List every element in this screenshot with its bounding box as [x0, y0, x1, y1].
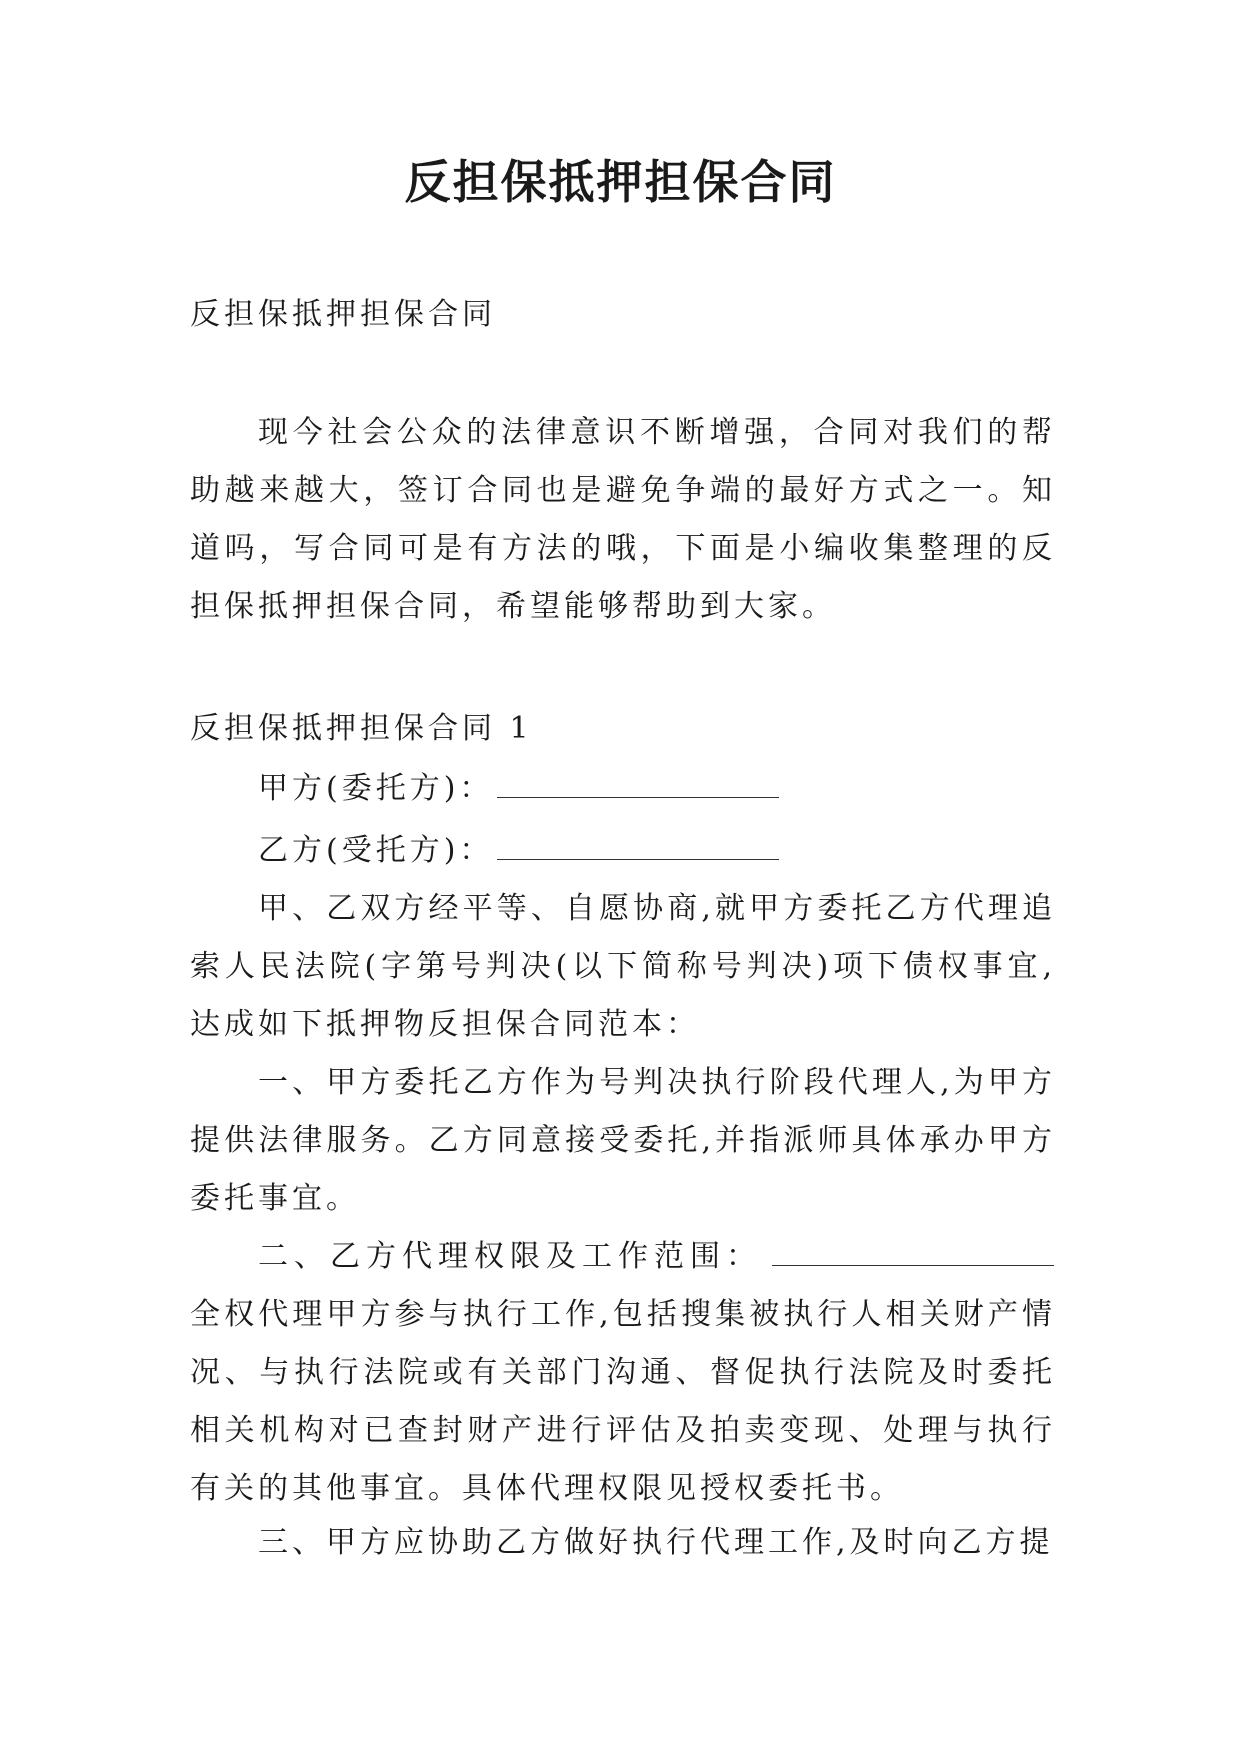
section-title: 反担保抵押担保合同 1 [190, 711, 533, 746]
party-a-label: 甲方(委托方)： [258, 771, 494, 806]
party-a-line [190, 760, 1056, 818]
clause-one-paragraph: 一、甲方委托乙方作为号判决执行阶段代理人,为甲方提供法律服务。乙方同意接受委托,并指派师具体承办甲方委托事宜。 [190, 1065, 1056, 1216]
clause-two-lead: 二、乙方代理权限及工作范围： [258, 1239, 762, 1274]
document-title: 反担保抵押担保合同 [404, 155, 837, 209]
party-b-blank [497, 829, 779, 860]
intro-paragraph: 现今社会公众的法律意识不断增强，合同对我们的帮助越来越大，签订合同也是避免争端的最好方式之一。知道吗，写合同可是有方法的哦，下面是小编收集整理的反担保抵押担保合同，希望能够帮助到大家。 [190, 415, 1056, 624]
opening-paragraph: 甲、乙双方经平等、自愿协商,就甲方委托乙方代理追索人民法院(字第号判决(以下简称号判决)项下债权事宜,达成如下抵押物反担保合同范本： [190, 891, 1056, 1042]
clause-two-rest: 全权代理甲方参与执行工作,包括搜集被执行人相关财产情况、与执行法院或有关部门沟通、督促执行法院及时委托相关机构对已查封财产进行评估及拍卖变现、处理与执行有关的其他事宜。具体代理权限见授权委托书。 [190, 1297, 1056, 1506]
clause-two-paragraph [190, 1228, 1056, 1518]
party-a-blank [497, 767, 779, 798]
document-subtitle: 反担保抵押担保合同 [190, 297, 496, 332]
party-b-label: 乙方(受托方)： [258, 833, 494, 868]
party-b-line [190, 822, 1056, 880]
scope-blank [772, 1235, 1054, 1266]
clause-three-paragraph: 三、甲方应协助乙方做好执行代理工作,及时向乙方提 [258, 1525, 1054, 1560]
